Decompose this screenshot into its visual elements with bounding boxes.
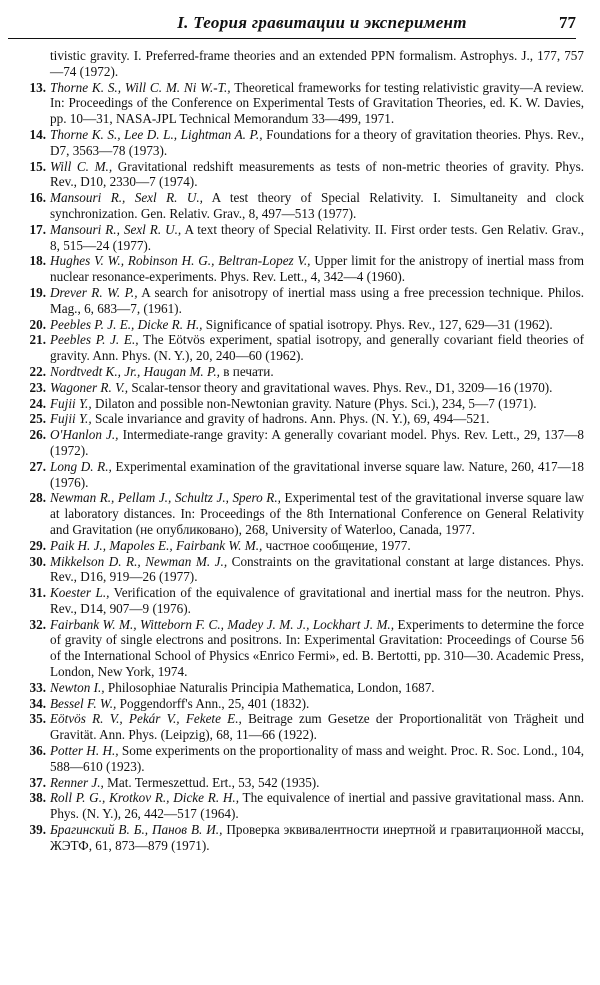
reference-authors: Fujii Y., [50,411,92,427]
reference-number: 17. [29,221,46,237]
reference-item [12,790,584,822]
reference-text [50,317,584,333]
reference-body: Philosophiae Naturalis Principia Mathematica, London, 1687. [104,679,435,695]
reference-item [12,743,584,775]
reference-item [12,459,584,491]
reference-body: A test theory of Special Relativity. I. Simultaneity and clock synchronization. Gen. Relativ. Grav., 8, 497—513 (1977). [50,190,584,221]
reference-number: 31. [29,585,46,601]
reference-text [50,190,584,222]
reference-text [50,48,584,80]
reference-number: 14. [29,126,46,142]
reference-item [12,380,584,396]
reference-body: Constraints on the gravitational constant at large distances. Phys. Rev., D16, 919—26 (1977). [50,553,584,585]
reference-item [12,538,584,554]
reference-body: Scalar-tensor theory and gravitational waves. Phys. Rev., D1, 3209—16 (1970). [128,379,553,395]
reference-number: 21. [29,332,46,348]
reference-text [50,790,584,822]
reference-authors: Peebles P. J. E., Dicke R. H., [50,316,203,332]
reference-body: Experiments to determine the force of gravity of single electrons and positrons. In: Experimental Gravitation: Proceedings of Course 56 of the International School of Physics «Enrico Fermi», ed. B. Bertotti, pp. 310—30. Academic Press, London, New York, 1974. [50,616,584,680]
reference-item [12,711,584,743]
reference-body: The equivalence of inertial and passive gravitational mass. Ann. Phys. (N. Y.), 26, 442—517 (1964). [50,790,584,822]
reference-item [12,822,584,854]
reference-authors: O'Hanlon J., [50,427,119,443]
reference-item [12,285,584,317]
reference-text [50,80,584,127]
reference-body: Poggendorff's Ann., 25, 401 (1832). [116,695,310,711]
reference-authors: Peebles P. J. E., [50,332,139,348]
reference-body: Significance of spatial isotropy. Phys. Rev., 127, 629—31 (1962). [202,316,553,332]
reference-text [50,490,584,537]
reference-item [12,490,584,537]
reference-authors: Mansouri R., Sexl R. U., [50,221,182,237]
reference-body: A text theory of Special Relativity. II. First order tests. Gen Relativ. Grav., 8, 515—24 (1977). [50,221,584,253]
reference-item [12,253,584,285]
reference-number: 35. [29,711,46,727]
reference-body: Experimental test of the gravitational inverse square law at laboratory distances. In: Proceedings of the 8th International Conference on General Relativity and Gravitation (не опубликовано), 268, University of Waterloo, Canada, 1977. [50,490,585,537]
reference-authors: Wagoner R. V., [50,379,129,395]
reference-authors: Thorne K. S., Will C. M. Ni W.-T., [50,79,231,95]
reference-text [50,680,584,696]
reference-text [50,332,584,364]
reference-number: 16. [29,190,46,206]
reference-text [50,427,584,459]
reference-number: 25. [29,411,46,427]
reference-number: 23. [29,379,46,395]
reference-number: 33. [29,679,46,695]
reference-text [50,538,584,554]
reference-item [12,48,584,80]
reference-authors: Eötvös R. V., Pekár V., Fekete E., [50,711,242,727]
reference-authors: Nordtvedt K., Jr., Haugan M. P., [50,363,220,379]
reference-item [12,554,584,586]
reference-authors: Roll P. G., Krotkov R., Dicke R. H., [50,790,240,806]
reference-body: tivistic gravity. I. Preferred-frame theories and an extended PPN formalism. Astrophys. J., 177, 757—74 (1972). [50,48,584,79]
reference-item [12,411,584,427]
reference-number: 27. [29,458,46,474]
reference-item [12,617,584,680]
reference-item [12,585,584,617]
reference-text [50,696,584,712]
reference-body: частное сообщение, 1977. [262,537,411,553]
reference-number: 36. [29,743,46,759]
reference-item [12,332,584,364]
reference-text [50,743,584,775]
reference-item [12,190,584,222]
reference-authors: Newton I., [50,679,105,695]
reference-item [12,427,584,459]
reference-text [50,617,584,680]
reference-item [12,159,584,191]
reference-authors: Renner J., [50,774,104,790]
reference-body: Verification of the equivalence of gravitational and inertial mass for the neutron. Phys. Rev., D14, 907—9 (1976). [50,585,584,616]
reference-authors: Fujii Y., [50,395,92,411]
reference-item [12,317,584,333]
reference-number [12,48,50,80]
reference-text [50,711,584,743]
reference-authors: Thorne K. S., Lee D. L., Lightman A. P., [50,126,263,142]
reference-text [50,380,584,396]
reference-body: Foundations for a theory of gravitation theories. Phys. Rev., D7, 3563—78 (1973). [50,126,585,158]
reference-authors: Long D. R., [50,458,112,474]
reference-body: The Eötvös experiment, spatial isotropy, and generally covariant field theories of gravity. Ann. Phys. (N. Y.), 20, 240—60 (1962). [50,332,584,364]
reference-text [50,222,584,254]
reference-authors: Will C. M., [50,158,113,174]
reference-authors: Hughes V. W., Robinson H. G., Beltran-Lopez V., [50,253,311,269]
reference-number: 39. [29,822,46,838]
reference-authors: Potter H. H., [50,743,119,759]
reference-number: 13. [29,79,46,95]
reference-body: Проверка эквивалентности инертной и гравитационной массы, ЖЭТФ, 61, 873—879 (1971). [50,822,584,853]
reference-number: 37. [29,774,46,790]
running-header [8,10,576,39]
reference-item [12,775,584,791]
reference-body: Dilaton and possible non-Newtonian gravity. Nature (Phys. Sci.), 234, 5—7 (1971). [91,395,537,411]
reference-text [50,554,584,586]
reference-body: Experimental examination of the gravitational inverse square law. Nature, 260, 417—18 (1976). [50,458,584,490]
reference-body: Some experiments on the proportionality of mass and weight. Proc. R. Soc. Lond., 104, 588—610 (1923). [50,743,585,774]
reference-text [50,775,584,791]
reference-number: 18. [29,253,46,269]
reference-number: 38. [29,790,46,806]
reference-body: Gravitational redshift measurements as tests of non-metric theories of gravity. Phys. Rev., D10, 2330—7 (1974). [50,158,584,190]
reference-item [12,222,584,254]
reference-authors: Paik H. J., Mapoles E., Fairbank W. M., [50,537,263,553]
reference-text [50,822,584,854]
reference-authors: Брагинский В. Б., Панов В. И., [50,822,223,838]
reference-number: 28. [29,490,46,506]
reference-number: 24. [29,395,46,411]
reference-item [12,696,584,712]
reference-body: Theoretical frameworks for testing relativistic gravity—A review. In: Proceedings of the Conference on Experimental Tests of Gravitation Theories, ed. K. W. Davies, pp. 10—31, NASA-JPL Technical Memorandum 33—499, 1971. [50,79,584,127]
reference-body: A search for anisotropy of inertial mass using a free precession technique. Philos. Mag., 6, 683—7, (1961). [50,284,584,316]
reference-text [50,127,584,159]
reference-authors: Mansouri R., Sexl R. U., [50,190,203,206]
reference-text [50,159,584,191]
reference-number: 26. [29,427,46,443]
reference-body: Scale invariance and gravity of hadrons. Ann. Phys. (N. Y.), 69, 494—521. [91,411,490,427]
reference-authors: Bessel F. W., [50,695,117,711]
reference-authors: Mikkelson D. R., Newman M. J., [50,553,228,569]
reference-item [12,396,584,412]
reference-number: 34. [29,695,46,711]
reference-number: 20. [29,316,46,332]
reference-text [50,285,584,317]
reference-body: Upper limit for the anistropy of inertial mass from nuclear resonance-experiments. Phys. Rev. Lett., 4, 342—4 (1960). [50,253,584,285]
reference-item [12,364,584,380]
reference-text [50,411,584,427]
reference-item [12,680,584,696]
reference-number: 32. [29,616,46,632]
reference-item [12,127,584,159]
reference-text [50,396,584,412]
reference-number: 29. [29,537,46,553]
page-number: 77 [559,13,576,32]
reference-item [12,80,584,127]
reference-authors: Fairbank W. M., Witteborn F. C., Madey J. M. J., Lockhart J. M., [50,616,395,632]
reference-number: 19. [29,284,46,300]
reference-authors: Newman R., Pellam J., Schultz J., Spero R., [50,490,281,506]
reference-text [50,364,584,380]
reference-text [50,253,584,285]
reference-body: в печати. [219,363,274,379]
reference-number: 30. [29,553,46,569]
reference-authors: Koester L., [50,585,110,601]
reference-list [12,48,584,854]
reference-number: 22. [29,363,46,379]
reference-number: 15. [29,158,46,174]
reference-body: Beitrage zum Gesetze der Proportionalität von Trägheit und Gravität. Ann. Phys. (Leipzig), 68, 11—66 (1922). [50,711,584,743]
reference-authors: Drever R. W. P., [50,284,138,300]
reference-body: Intermediate-range gravity: A generally covariant model. Phys. Rev. Lett., 29, 137—8 (1972). [50,427,584,458]
chapter-title: I. Теория гравитации и эксперимент [177,13,467,32]
reference-text [50,459,584,491]
reference-body: Mat. Termeszettud. Ert., 53, 542 (1935). [103,774,320,790]
reference-text [50,585,584,617]
